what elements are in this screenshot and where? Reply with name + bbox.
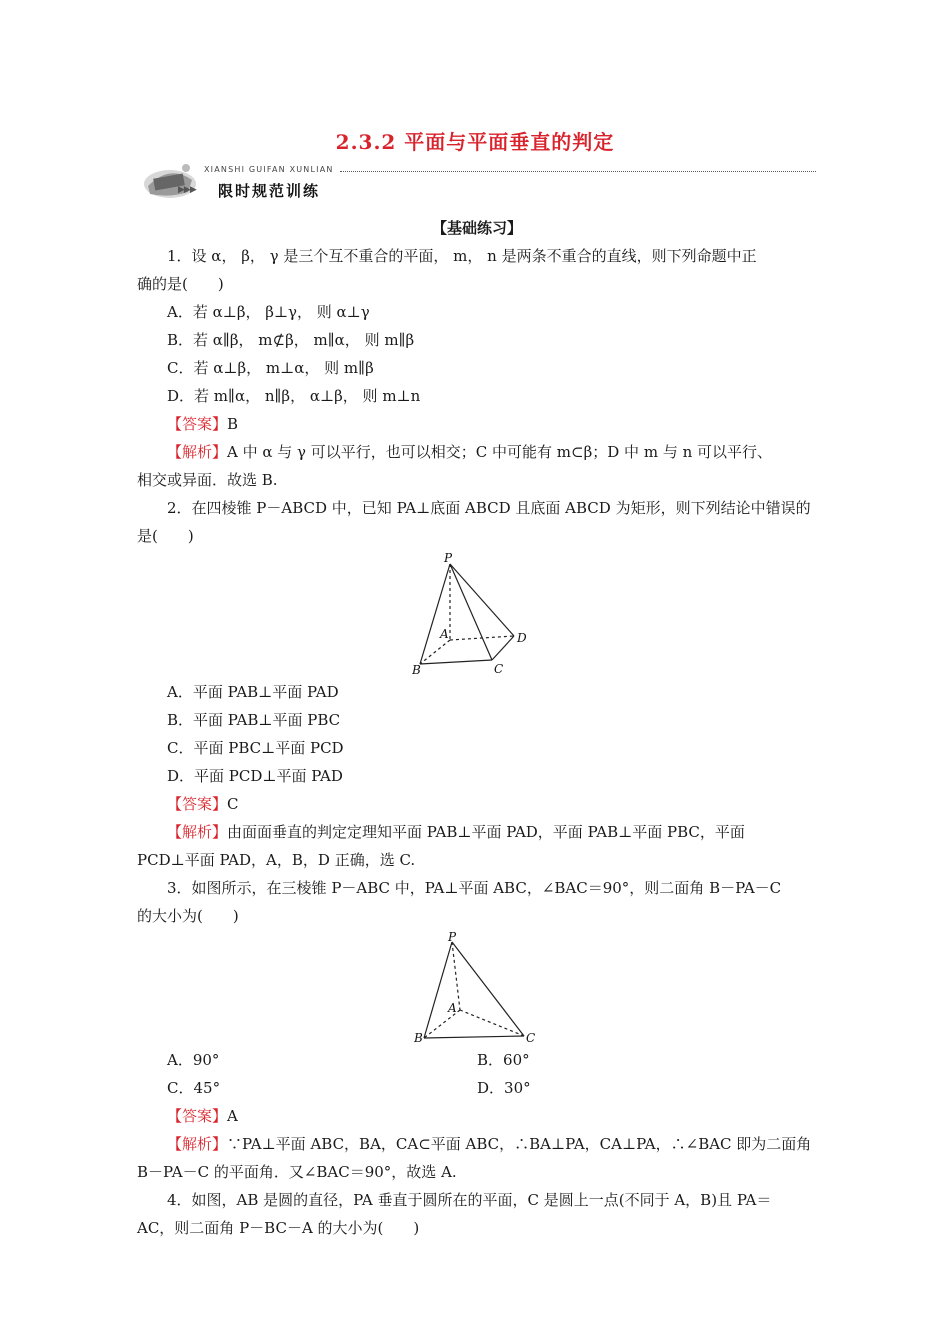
- label-d: D: [517, 631, 527, 645]
- q3-option-d: D．30°: [477, 1079, 531, 1097]
- label-b: B: [412, 663, 421, 676]
- q2-analysis: 【解析】由面面垂直的判定定理知平面 PAB⊥平面 PAD，平面 PAB⊥平面 PBC，平面: [167, 823, 745, 841]
- q4-stem-cont: AC，则二面角 P－BC－A 的大小为( ): [137, 1219, 420, 1237]
- label-a: A: [448, 1001, 457, 1015]
- q3-options-row1: [137, 1046, 817, 1074]
- q1-analysis-cont: 相交或异面．故选 B.: [137, 471, 278, 489]
- q2-analysis-cont: PCD⊥平面 PAD，A，B，D 正确，选 C.: [137, 851, 416, 869]
- label-b: B: [414, 1031, 423, 1044]
- section-banner: [140, 158, 816, 206]
- label-c: C: [526, 1031, 536, 1044]
- arrow-icon: ▶▶▶: [178, 185, 196, 195]
- q3-analysis-cont: B－PA－C 的平面角．又∠BAC＝90°，故选 A.: [137, 1163, 457, 1181]
- banner-label: 限时规范训练: [218, 182, 321, 200]
- label-c: C: [494, 662, 504, 676]
- q2-option-a: A．平面 PAB⊥平面 PAD: [167, 683, 339, 701]
- q4-stem: 4．如图，AB 是圆的直径，PA 垂直于圆所在的平面，C 是圆上一点(不同于 A，B)且 PA＝: [167, 1191, 772, 1209]
- q1-analysis: 【解析】A 中 α 与 γ 可以平行，也可以相交；C 中可能有 m⊂β；D 中 m 与 n 可以平行、: [167, 443, 773, 461]
- q1-option-b: B．若 α∥β， m⊄β， m∥α， 则 m∥β: [167, 331, 415, 349]
- q2-stem-cont: 是( ): [137, 527, 194, 545]
- q2-stem: 2．在四棱锥 P－ABCD 中，已知 PA⊥底面 ABCD 且底面 ABCD 为矩形，则下列结论中错误的: [167, 499, 811, 517]
- q3-answer: 【答案】A: [167, 1107, 238, 1125]
- page-title: 2.3.2 平面与平面垂直的判定: [335, 130, 615, 154]
- q2-option-c: C．平面 PBC⊥平面 PCD: [167, 739, 344, 757]
- banner-divider: [340, 171, 816, 172]
- label-p: P: [448, 932, 457, 944]
- q1-stem: 1．设 α， β， γ 是三个互不重合的平面， m， n 是两条不重合的直线，则下列命题中正: [167, 247, 757, 265]
- q3-option-b: B．60°: [477, 1051, 530, 1069]
- q3-stem: 3．如图所示，在三棱锥 P－ABC 中，PA⊥平面 ABC，∠BAC＝90°，则二面角 B－PA－C: [167, 879, 782, 897]
- pyramid-figure: [412, 552, 542, 676]
- q3-stem-cont: 的大小为( ): [137, 907, 239, 925]
- q2-answer: 【答案】C: [167, 795, 239, 813]
- q3-option-c: C．45°: [167, 1079, 221, 1097]
- q2-option-b: B．平面 PAB⊥平面 PBC: [167, 711, 341, 729]
- banner-pinyin: XIANSHI GUIFAN XUNLIAN: [204, 165, 334, 174]
- q3-options-row2: [137, 1074, 817, 1102]
- q1-stem-cont: 确的是( ): [137, 275, 224, 293]
- q1-option-d: D．若 m∥α， n∥β， α⊥β， 则 m⊥n: [167, 387, 421, 405]
- q3-analysis: 【解析】∵PA⊥平面 ABC，BA，CA⊂平面 ABC，∴BA⊥PA，CA⊥PA，∴∠BAC 即为二面角: [167, 1135, 812, 1153]
- tetrahedron-figure: [412, 932, 542, 1044]
- q1-option-c: C．若 α⊥β， m⊥α， 则 m∥β: [167, 359, 374, 377]
- section-heading: 【基础练习】: [431, 219, 522, 237]
- label-a: A: [440, 627, 449, 641]
- banner-graphic-icon: [140, 158, 200, 204]
- document-body: [137, 214, 817, 1242]
- q1-answer: 【答案】B: [167, 415, 239, 433]
- label-p: P: [444, 552, 453, 565]
- q3-option-a: A．90°: [167, 1051, 220, 1069]
- q2-option-d: D．平面 PCD⊥平面 PAD: [167, 767, 343, 785]
- q1-option-a: A．若 α⊥β， β⊥γ， 则 α⊥γ: [167, 303, 370, 321]
